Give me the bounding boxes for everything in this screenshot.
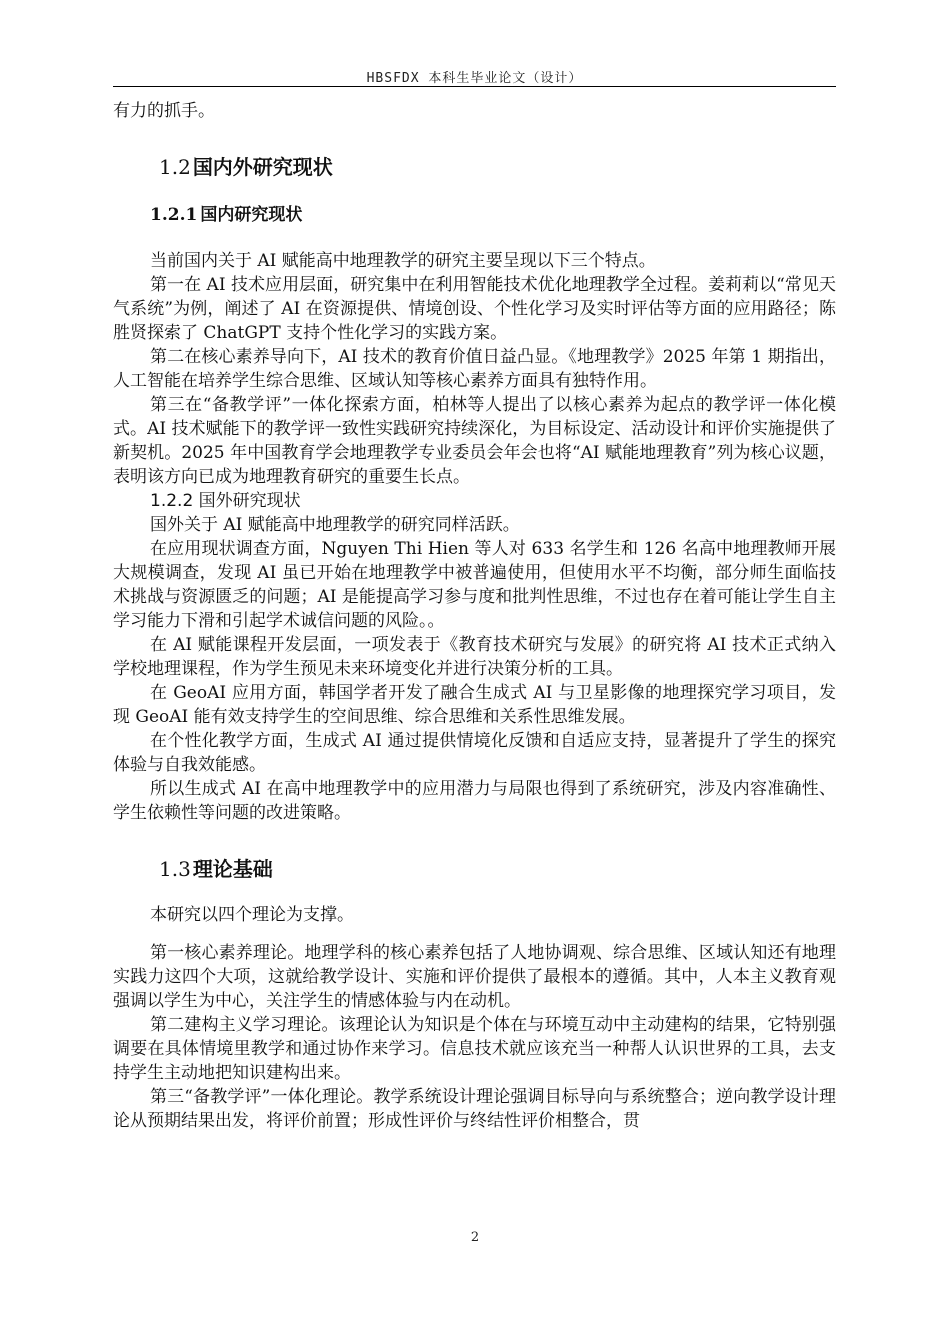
paragraph: 第一在 AI 技术应用层面，研究集中在利用智能技术优化地理教学全过程。姜莉莉以“常见天气系统”为例，阐述了 AI 在资源提供、情境创设、个性化学习及实时评估等方面的应用路径；陈胜贤探索了 ChatGPT 支持个性化学习的实践方案。 bbox=[113, 275, 836, 343]
paragraph: 第三在“备教学评”一体化探索方面，柏林等人提出了以核心素养为起点的教学评一体化模式。AI 技术赋能下的教学评一致性实践研究持续深化，为目标设定、活动设计和评价实施提供了新契机。2025 年中国教育学会地理教学专业委员会年会也将“AI 赋能地理教育”列为核心议题，表明该方向已成为地理教育研究的重要生长点。 bbox=[113, 395, 836, 487]
heading-1-3 bbox=[113, 855, 836, 883]
running-header: HBSFDX 本科生毕业论文（设计） bbox=[366, 71, 583, 86]
paragraph: 第一核心素养理论。地理学科的核心素养包括了人地协调观、综合思维、区域认知还有地理实践力这四个大项，这就给教学设计、实施和评价提供了最根本的遵循。其中，人本主义教育观强调以学生为中心，关注学生的情感体验与内在动机。 bbox=[113, 943, 836, 1011]
paragraph: 在 GeoAI 应用方面，韩国学者开发了融合生成式 AI 与卫星影像的地理探究学习项目，发现 GeoAI 能有效支持学生的空间思维、综合思维和关系性思维发展。 bbox=[113, 683, 836, 727]
heading-1-2-1 bbox=[113, 203, 836, 227]
paragraph: 第二建构主义学习理论。该理论认为知识是个体在与环境互动中主动建构的结果，它特别强调要在具体情境里教学和通过协作来学习。信息技术就应该充当一种帮人认识世界的工具，去支持学生主动地把知识建构出来。 bbox=[113, 1015, 836, 1083]
paragraph: 本研究以四个理论为支撑。 bbox=[150, 905, 354, 925]
paragraph: 当前国内关于 AI 赋能高中地理教学的研究主要呈现以下三个特点。 bbox=[150, 251, 656, 271]
paragraph: 国外关于 AI 赋能高中地理教学的研究同样活跃。 bbox=[150, 515, 520, 535]
heading-title: 国内外研究现状 bbox=[192, 155, 333, 179]
paragraph: 在应用现状调查方面，Nguyen Thi Hien 等人对 633 名学生和 126 名高中地理教师开展大规模调查，发现 AI 虽已开始在地理教学中被普遍使用，但使用水平不均衡，部分师生面临技术挑战与资源匮乏的问题；AI 是能提高学习参与度和批判性思维，不过也存在着可能让学生自主学习能力下滑和引起学术诚信问题的风险。。 bbox=[113, 539, 836, 631]
heading-number: 1.2.1 bbox=[150, 205, 198, 225]
heading-title: 国内研究现状 bbox=[200, 205, 303, 225]
paragraph: 在 AI 赋能课程开发层面，一项发表于《教育技术研究与发展》的研究将 AI 技术正式纳入学校地理课程，作为学生预见未来环境变化并进行决策分析的工具。 bbox=[113, 635, 836, 679]
paragraph: 第三“备教学评”一体化理论。教学系统设计理论强调目标导向与系统整合；逆向教学设计理论从预期结果出发，将评价前置；形成性评价与终结性评价相整合，贯 bbox=[113, 1087, 836, 1131]
heading-1-2-2: 1.2.2 国外研究现状 bbox=[150, 491, 301, 511]
heading-number: 1.2 bbox=[159, 155, 191, 179]
heading-number: 1.3 bbox=[159, 857, 191, 881]
heading-title: 理论基础 bbox=[192, 857, 273, 881]
heading-1-2 bbox=[113, 153, 836, 181]
page-body bbox=[113, 99, 836, 1133]
paragraph-continuation: 有力的抓手。 bbox=[113, 101, 215, 121]
paragraph: 所以生成式 AI 在高中地理教学中的应用潜力与局限也得到了系统研究，涉及内容准确性、学生依赖性等问题的改进策略。 bbox=[113, 779, 836, 823]
page-number: 2 bbox=[470, 1230, 480, 1245]
paragraph: 在个性化教学方面，生成式 AI 通过提供情境化反馈和自适应支持，显著提升了学生的探究体验与自我效能感。 bbox=[113, 731, 836, 775]
paragraph: 第二在核心素养导向下，AI 技术的教育价值日益凸显。《地理教学》2025 年第 1 期指出，人工智能在培养学生综合思维、区域认知等核心素养方面具有独特作用。 bbox=[113, 347, 836, 391]
header-rule bbox=[113, 86, 836, 87]
